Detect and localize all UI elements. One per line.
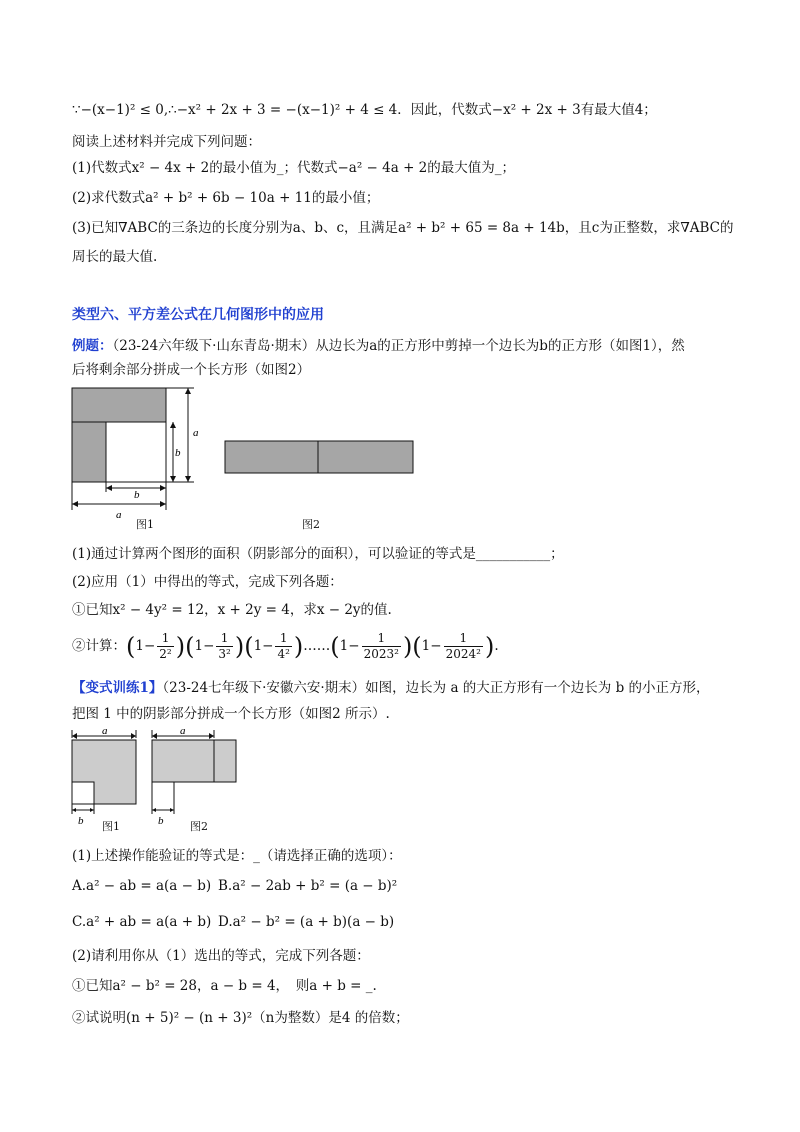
example-q2-2: ②计算：(1− $\frac{1}{\text{2²}}$ )(1− $\frac{1}{\text{3²}}$ )(1− $\frac{1}{\text{4²}}$ )……(1− $\frac{1}{\text{2023²}}$ )(1− $\frac{1}{\text{2024²}}$ ). (72, 631, 499, 661)
figure-caption: 图1 (136, 518, 154, 531)
variant-figure-2 (146, 728, 246, 828)
option-c: C.a² + ab = a(a + b) (72, 914, 212, 930)
label-a: a (116, 509, 122, 521)
variant-figure-1 (66, 728, 146, 828)
example-label: 例题： (72, 338, 113, 354)
label-b: b (78, 815, 84, 827)
option-b: B.a² − 2ab + b² = (a − b)² (218, 878, 398, 894)
label-b: b (175, 447, 181, 459)
question-2: (2)求代数式a² + b² + 6b − 10a + 11的最小值； (72, 190, 380, 206)
variant-text-cont: 把图 1 中的阴影部分拼成一个长方形（如图2 所示）. (72, 706, 390, 722)
label-b: b (134, 489, 140, 501)
example-q1: (1)通过计算两个图形的面积（阴影部分的面积），可以验证的等式是___________； (72, 546, 564, 562)
example-text-cont: 后将剩余部分拼成一个长方形（如图2） (72, 362, 311, 378)
option-a: A.a² − ab = a(a − b) (72, 878, 212, 894)
label-a: a (102, 728, 108, 737)
figure-caption: 图2 (190, 820, 208, 833)
variant-text: 【变式训练1】（23-24七年级下·安徽六安·期末）如图，边长为 a 的大正方形有一个边长为 b 的小正方形， (72, 680, 710, 696)
label-b: b (158, 815, 164, 827)
option-d: D.a² − b² = (a + b)(a − b) (218, 914, 395, 930)
question-1: (1)代数式x² − 4x + 2的最小值为_；代数式−a² − 4a + 2的最大值为_； (72, 160, 516, 176)
question-3: (3)已知∇ABC的三条边的长度分别为a、b、c，且满足a² + b² + 65 = 8a + 14b，且c为正整数，求∇ABC的 (72, 220, 734, 236)
material-line: ∵−(x−1)² ≤ 0,∴−x² + 2x + 3 = −(x−1)² + 4 ≤ 4．因此，代数式−x² + 2x + 3有最大值4； (72, 102, 657, 118)
figure-caption: 图2 (302, 518, 320, 531)
section-title: 类型六、平方差公式在几何图形中的应用 (72, 307, 324, 323)
label-a: a (193, 427, 199, 439)
example-figure-1 (66, 384, 216, 534)
variant-label: 【变式训练1】 (72, 680, 163, 696)
variant-q2: (2)请利用你从（1）选出的等式，完成下列各题： (72, 948, 370, 964)
variant-q2-1: ①已知a² − b² = 28，a − b = 4， 则a + b = _. (72, 978, 377, 994)
example-text: 例题：（23-24六年级下·山东青岛·期末）从边长为a的正方形中剪掉一个边长为b的正方形（如图1），然 (72, 338, 685, 354)
variant-q2-2: ②试说明(n + 5)² − (n + 3)²（n为整数）是4 的倍数； (72, 1010, 409, 1026)
question-3-cont: 周长的最大值. (72, 249, 158, 265)
label-a: a (180, 728, 186, 737)
variant-q1: (1)上述操作能验证的等式是：_（请选择正确的选项）： (72, 848, 402, 864)
example-figure-2 (222, 438, 417, 478)
example-q2: (2)应用（1）中得出的等式，完成下列各题： (72, 574, 343, 590)
example-q2-1: ①已知x² − 4y² = 12，x + 2y = 4，求x − 2y的值. (72, 602, 392, 618)
figure-caption: 图1 (102, 820, 120, 833)
instruction: 阅读上述材料并完成下列问题： (72, 134, 261, 150)
